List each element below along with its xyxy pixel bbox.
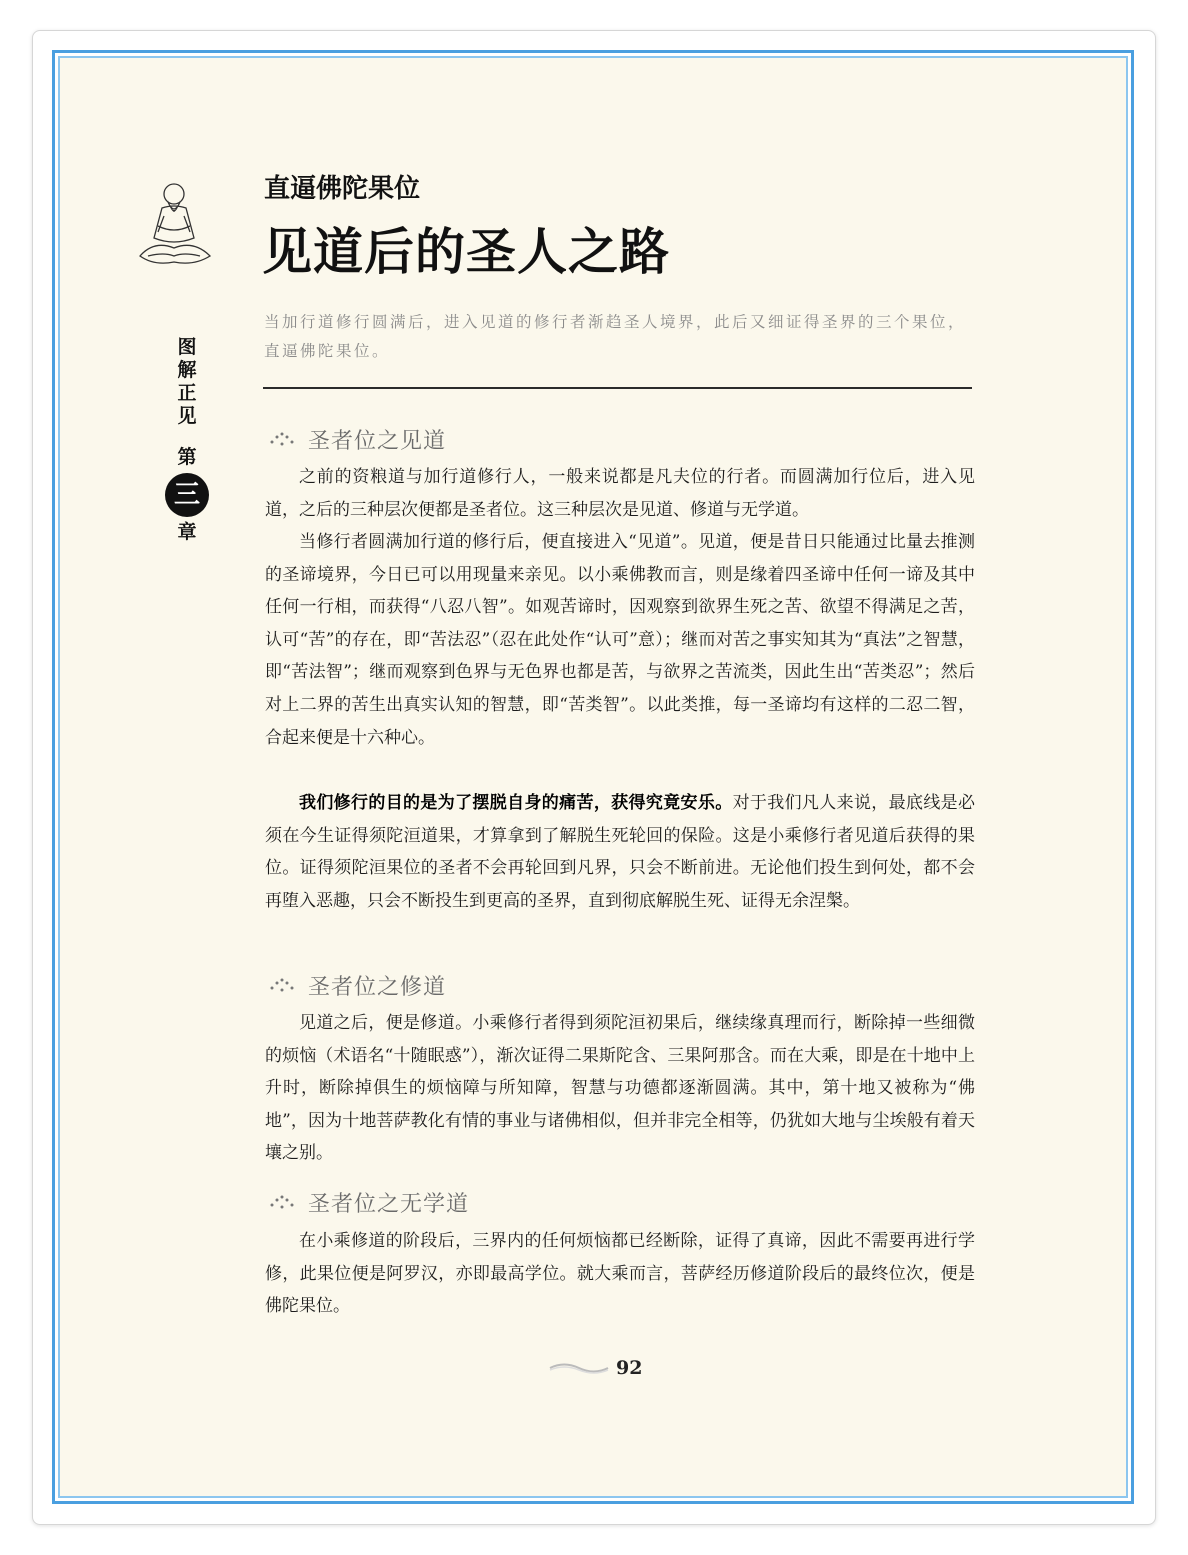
paragraph: 之前的资粮道与加行道修行人，一般来说都是凡夫位的行者。而圆满加行位后，进入见道，之后的三种层次便都是圣者位。这三种层次是见道、修道与无学道。 [265,467,975,520]
ornament-icon [268,1193,298,1213]
section-heading-text: 圣者位之修道 [308,975,447,1000]
paragraph-rest: 对于我们凡人来说，最底线是必须在今生证得须陀洹道果，才算拿到了解脱生死轮回的保险。这是小乘修行者见道后获得的果位。证得须陀洹果位的圣者不会再轮回到凡界，只会不断前进。无论他们投生到何处，都不会再堕入恶趣，只会不断投生到更高的圣界，直到彻底解脱生死、证得无余涅槃。 [265,793,976,911]
chapter-number-badge [165,473,209,517]
sidebar-title-char: 见 [177,405,197,427]
paragraph: 在小乘修道的阶段后，三界内的任何烦恼都已经断除，证得了真谛，因此不需要再进行学修，此果位便是阿罗汉，亦即最高学位。就大乘而言，菩萨经历修道阶段后的最终位次，便是佛陀果位。 [265,1231,975,1317]
page-title: 见道后的圣人之路 [262,223,670,281]
section-heading-text: 圣者位之无学道 [308,1192,470,1217]
section-kicker: 直逼佛陀果位 [264,174,421,204]
paragraph [265,787,975,917]
intro-summary: 当加行道修行圆满后，进入见道的修行者渐趋圣人境界，此后又细证得圣界的三个果位，直逼佛陀果位。 [264,313,967,360]
section-heading-text: 圣者位之见道 [308,429,447,454]
page-ornament-icon [548,1361,610,1375]
sidebar-title-char: 正 [177,382,197,404]
section-heading [268,424,446,455]
page-number-text: 92 [616,1357,643,1379]
paragraph: 见道之后，便是修道。小乘修行者得到须陀洹初果后，继续缘真理而行，断除掉一些细微的烦恼（术语名“十随眠惑”），渐次证得二果斯陀含、三果阿那含。而在大乘，即是在十地中上升时，断除掉俱生的烦恼障与所知障，智慧与功德都逐渐圆满。其中，第十地又被称为“佛地”，因为十地菩萨教化有情的事业与诸佛相似，但并非完全相等，仍犹如大地与尘埃般有着天壤之别。 [265,1013,975,1164]
monk-illustration [134,176,214,268]
chapter-number: 三 [173,479,200,510]
paragraph-emphasis: 我们修行的目的是为了摆脱自身的痛苦，获得究竟安乐。 [299,793,733,813]
chapter-prefix: 第 [177,446,197,468]
section-heading [268,1187,469,1218]
sidebar-book-title [170,336,204,544]
title-divider [263,387,972,389]
page-number [548,1353,648,1383]
section-heading [268,970,446,1001]
ornament-icon [268,430,298,450]
paragraph: 当修行者圆满加行道的修行后，便直接进入“见道”。见道，便是昔日只能通过比量去推测的圣谛境界，今日已可以用现量来亲见。以小乘佛教而言，则是缘着四圣谛中任何一谛及其中任何一行相，而获得“八忍八智”。如观苦谛时，因观察到欲界生死之苦、欲望不得满足之苦，认可“苦”的存在，即“苦法忍”（忍在此处作“认可”意）；继而对苦之事实知其为“真法”之智慧，即“苦法智”；继而观察到色界与无色界也都是苦，与欲界之苦流类，因此生出“苦类忍”；然后对上二界的苦生出真实认知的智慧，即“苦类智”。以此类推，每一圣谛均有这样的二忍二智，合起来便是十六种心。 [265,532,975,748]
ornament-icon [268,976,298,996]
sidebar-title-char: 解 [177,359,197,381]
chapter-suffix: 章 [177,521,197,543]
sidebar-title-char: 图 [177,336,197,358]
